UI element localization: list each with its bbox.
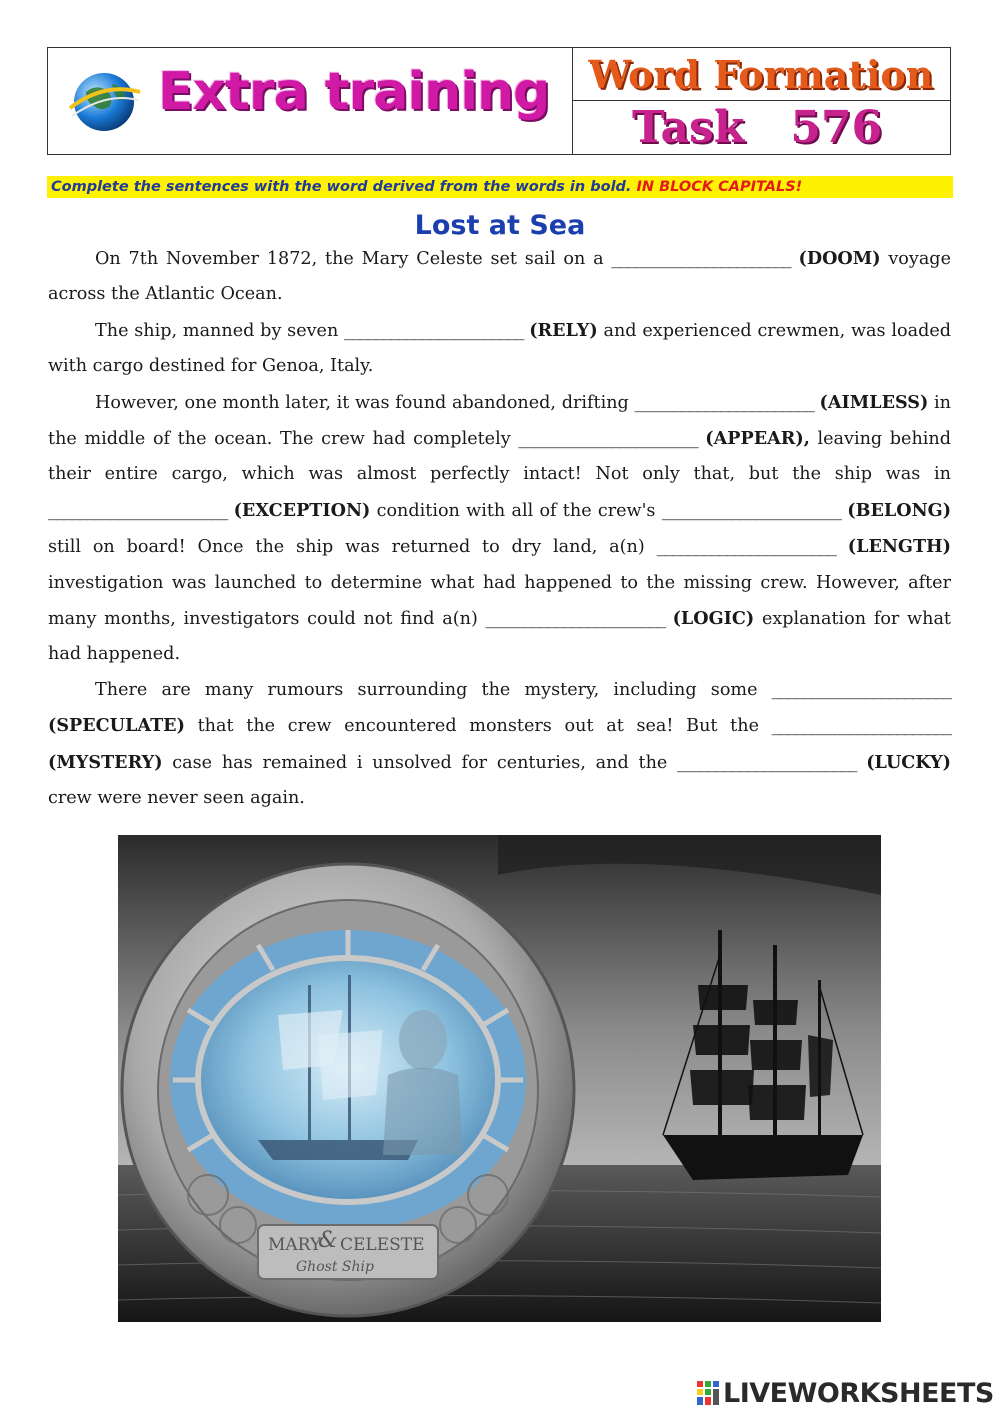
brand-cell (48, 48, 573, 154)
section-title: Word Formation (588, 52, 934, 97)
text-fragment (665, 609, 673, 629)
keyword: (LENGTH) (847, 536, 952, 558)
paragraph (48, 313, 951, 385)
instruction-text: Complete the sentences with the word derived from the words in bold. (51, 179, 632, 195)
answer-blank[interactable]: _______________________ (611, 249, 791, 269)
answer-blank[interactable]: _______________________ (771, 679, 951, 700)
text-fragment: explanation for what had happened. (48, 609, 951, 665)
keyword: (BELONG) (847, 499, 952, 521)
keyword: (MYSTERY) (48, 751, 163, 773)
keyword: (APPEAR), (705, 428, 810, 450)
task-number: 576 (790, 102, 883, 153)
answer-blank[interactable]: _______________________ (485, 609, 665, 630)
text-fragment: leaving behind their entire cargo, which was almost perfectly intact! Not only that, but the ship was in (48, 429, 952, 485)
answer-blank[interactable]: _______________________ (48, 500, 228, 521)
text-fragment: that the crew encountered monsters out at sea! But the (184, 716, 772, 737)
text-fragment: The ship, manned by seven (95, 320, 345, 341)
coin-text-ghost-ship: Ghost Ship (296, 1259, 374, 1275)
keyword: (EXCEPTION) (233, 499, 371, 521)
text-fragment: in the middle of the ocean. The crew had completely (48, 392, 951, 450)
instruction-banner (47, 176, 953, 198)
text-fragment: investigation was launched to determine what had happened to the missing crew. However, after many months, investigators could not find a(n) (48, 572, 951, 630)
keyword: (AIMLESS) (819, 391, 929, 413)
text-fragment: still on board! Once the ship was returned to dry land, a(n) (48, 537, 657, 558)
text-fragment: case has remained i unsolved for centuries, and the (162, 752, 678, 773)
text-fragment (836, 537, 848, 557)
paragraph (48, 385, 951, 673)
text-fragment (791, 249, 799, 269)
text-fragment: condition with all of the crew's (370, 500, 662, 521)
coin-text-mary: MARY (268, 1235, 322, 1255)
passage-text (48, 241, 951, 817)
keyword: (LUCKY) (866, 751, 951, 773)
text-fragment: There are many rumours surrounding the mystery, including some (95, 679, 772, 700)
answer-blank[interactable]: _______________________ (518, 429, 698, 450)
globe-icon (66, 62, 142, 138)
answer-blank[interactable]: _______________________ (661, 500, 842, 521)
instruction-emphasis: IN BLOCK CAPITALS! (636, 179, 803, 195)
answer-blank[interactable]: _______________________ (677, 752, 857, 773)
paragraph (48, 673, 951, 817)
answer-blank[interactable]: _______________________ (771, 716, 951, 737)
answer-blank[interactable]: _______________________ (634, 392, 814, 413)
answer-blank[interactable]: _______________________ (344, 320, 524, 341)
keyword: (DOOM) (798, 248, 881, 269)
coin-text-amp: & (318, 1228, 338, 1253)
section-title-cell (572, 48, 950, 101)
worksheet-header (47, 47, 951, 155)
mary-celeste-picture (118, 835, 881, 1322)
brand-title: Extra training (158, 62, 550, 122)
answer-blank[interactable]: _______________________ (656, 537, 836, 558)
liveworksheets-icon (697, 1381, 719, 1405)
keyword: (LOGIC) (672, 608, 755, 630)
text-fragment: crew were never seen again. (48, 788, 305, 809)
text-fragment: and experienced crewmen, was loaded with cargo destined for Genoa, Italy. (48, 320, 952, 377)
text-fragment (856, 753, 866, 773)
page-title: Lost at Sea (414, 210, 586, 241)
task-cell (572, 100, 950, 154)
task-label: Task (632, 102, 745, 153)
keyword: (SPECULATE) (48, 715, 185, 737)
text-fragment: voyage across the Atlantic Ocean. (48, 249, 951, 305)
liveworksheets-wordmark: LIVEWORKSHEETS (723, 1378, 994, 1409)
text-fragment: However, one month later, it was found abandoned, drifting (95, 392, 635, 413)
coin-text-celeste: CELESTE (340, 1235, 425, 1255)
text-fragment: On 7th November 1872, the Mary Celeste set sail on a (95, 249, 612, 269)
keyword: (RELY) (529, 319, 598, 341)
paragraph (48, 241, 951, 313)
task-label-wrap (632, 102, 882, 153)
